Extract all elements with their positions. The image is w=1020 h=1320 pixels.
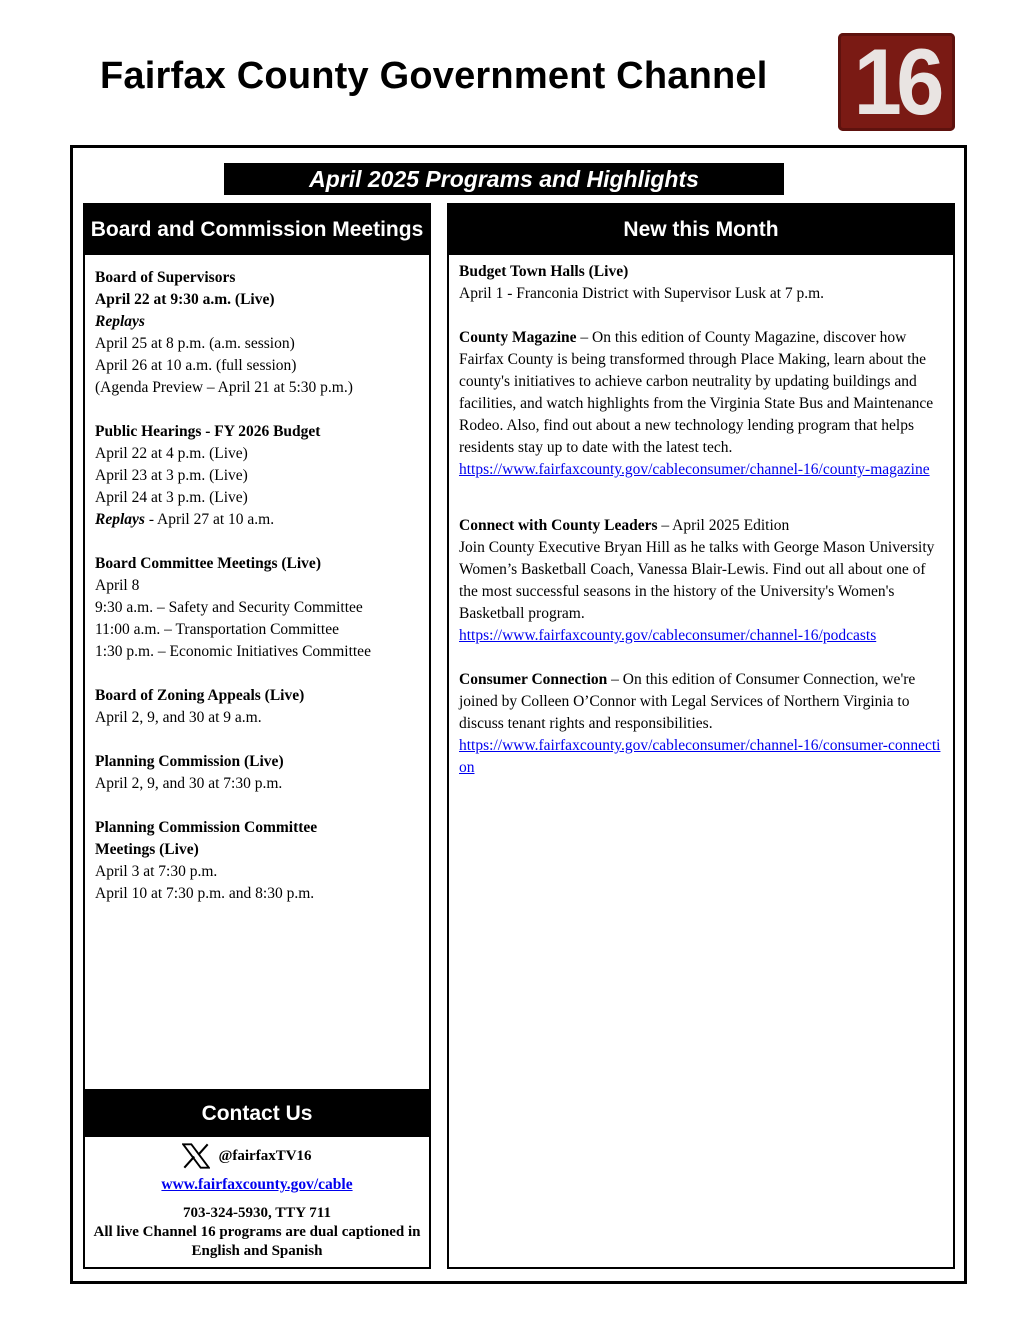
- logo-number: 16: [853, 29, 940, 134]
- schedule-line: April 23 at 3 p.m. (Live): [95, 467, 248, 484]
- replays-line: [95, 509, 419, 531]
- planning-section: [95, 751, 419, 795]
- schedule-line: 1:30 p.m. – Economic Initiatives Committee: [95, 643, 371, 660]
- channel-16-logo: [838, 29, 955, 134]
- item-text: April 1 - Franconia District with Supervisor Lusk at 7 p.m.: [459, 285, 825, 302]
- item-text: – On this edition of Consumer Connection, we're joined by Colleen O’Connor with Legal Services of Northern Virginia to discuss tenant rights and responsibilities.: [459, 671, 916, 732]
- item-title: Connect with County Leaders: [459, 517, 658, 534]
- section-title: Public Hearings - FY 2026 Budget: [95, 423, 321, 440]
- county-magazine-item: [459, 327, 943, 481]
- meetings-column: [83, 203, 431, 1269]
- item-title: Budget Town Halls (Live): [459, 263, 629, 280]
- section-title-cont: Meetings (Live): [95, 841, 199, 858]
- contact-heading: Contact Us: [85, 1089, 429, 1137]
- schedule-line: April 24 at 3 p.m. (Live): [95, 489, 248, 506]
- x-logo-icon: [182, 1143, 210, 1169]
- month-banner: April 2025 Programs and Highlights: [224, 163, 784, 195]
- schedule-line: April 8: [95, 577, 140, 594]
- item-heading: [459, 515, 943, 537]
- board-supervisors-section: [95, 267, 419, 399]
- item-text: – On this edition of County Magazine, discover how Fairfax County is being transformed through Place Making, learn about the county's initiatives to achieve carbon neutrality by updating buildings and facilities, and watch highlights from the Virginia State Bus and Maintenance Rodeo. Also, find out about a new technology lending program that helps residents stay up to date with the latest tech.: [459, 329, 934, 456]
- item-desc: [459, 327, 943, 459]
- section-title: Planning Commission (Live): [95, 753, 284, 770]
- schedule-line: April 10 at 7:30 p.m. and 8:30 p.m.: [95, 885, 315, 902]
- consumer-connection-item: [459, 669, 943, 779]
- schedule-line: 9:30 a.m. – Safety and Security Committee: [95, 599, 363, 616]
- schedule-line: April 25 at 8 p.m. (a.m. session): [95, 335, 295, 352]
- item-title: Consumer Connection: [459, 671, 608, 688]
- section-title: Board Committee Meetings (Live): [95, 555, 321, 572]
- planning-committee-section: [95, 817, 419, 905]
- section-title: Board of Supervisors: [95, 269, 236, 286]
- public-hearings-section: [95, 421, 419, 531]
- podcasts-link[interactable]: https://www.fairfaxcounty.gov/cableconsumer/channel-16/podcasts: [459, 627, 877, 644]
- schedule-line: April 2, 9, and 30 at 7:30 p.m.: [95, 775, 283, 792]
- section-title: Planning Commission Committee: [95, 819, 318, 836]
- social-handle[interactable]: @fairfaxTV16: [218, 1147, 312, 1164]
- item-desc: [459, 669, 943, 735]
- schedule-line: 11:00 a.m. – Transportation Committee: [95, 621, 339, 638]
- schedule-line: April 22 at 4 p.m. (Live): [95, 445, 248, 462]
- town-halls-item: [459, 261, 943, 305]
- consumer-connection-link[interactable]: https://www.fairfaxcounty.gov/cableconsumer/channel-16/consumer-connection: [459, 737, 941, 776]
- live-time: April 22 at 9:30 a.m. (Live): [95, 291, 275, 308]
- page-title: Fairfax County Government Channel: [100, 55, 768, 97]
- item-text: Join County Executive Bryan Hill as he talks with George Mason University Women’s Basketball Coach, Vanessa Blair-Lewis. Find out all about one of the most successful seasons in the history of the University's Women's Basketball program.: [459, 539, 935, 622]
- schedule-line: April 2, 9, and 30 at 9 a.m.: [95, 709, 262, 726]
- new-this-month-column: [447, 203, 955, 1269]
- schedule-line: April 26 at 10 a.m. (full session): [95, 357, 297, 374]
- caption-note: All live Channel 16 programs are dual captioned in English and Spanish: [93, 1224, 421, 1259]
- website-link[interactable]: www.fairfaxcounty.gov/cable: [161, 1176, 353, 1193]
- replays-text: - April 27 at 10 a.m.: [144, 511, 275, 528]
- item-edition: – April 2025 Edition: [657, 517, 790, 534]
- county-leaders-item: [459, 515, 943, 647]
- county-magazine-link[interactable]: https://www.fairfaxcounty.gov/cableconsumer/channel-16/county-magazine: [459, 461, 930, 478]
- committee-section: [95, 553, 419, 663]
- contact-section: [85, 1089, 429, 1267]
- new-heading: New this Month: [449, 205, 953, 255]
- schedule-line: (Agenda Preview – April 21 at 5:30 p.m.): [95, 379, 353, 396]
- zoning-section: [95, 685, 419, 729]
- phone-number: 703-324-5930, TTY 711: [183, 1205, 331, 1221]
- section-title: Board of Zoning Appeals (Live): [95, 687, 305, 704]
- replays-label: Replays: [95, 511, 145, 528]
- item-title: County Magazine: [459, 329, 577, 346]
- schedule-line: April 3 at 7:30 p.m.: [95, 863, 218, 880]
- replays-label: Replays: [95, 313, 145, 330]
- meetings-heading: Board and Commission Meetings: [85, 205, 429, 255]
